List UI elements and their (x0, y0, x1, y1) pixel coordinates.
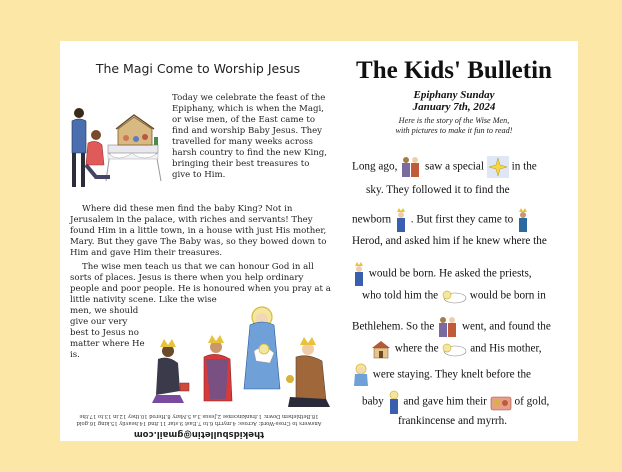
story-text: Long ago, (352, 160, 398, 173)
story-text: and gave him their (403, 395, 487, 408)
story-text: and His mother, (470, 342, 542, 355)
story-intro-line-1: Here is the story of the Wise Men, (398, 116, 510, 125)
where-found-paragraph: Where did these men find the baby King? Not in Jerusalem in the palace, with riches and servants! They found Him in a little town, in a house with just His mother, Mary. But they gave The Baby was, so they bowed down to Him and gave Him their treasures. (70, 204, 327, 258)
family-at-nativity-illustration (66, 91, 178, 201)
intro-paragraph: Today we celebrate the feast of the Epiphany, which is when the Magi, or wise men, of the East came to find and worship Baby Jesus. They travelled for many weeks across harsh country to find the new King, bringing their best treasures to give to Him. (172, 93, 327, 180)
story-line-1 (352, 155, 537, 179)
story-intro (330, 116, 578, 135)
house-icon (370, 339, 392, 359)
story-text: who told him the (362, 289, 439, 302)
herod-icon (516, 207, 530, 233)
story-text: saw a special (424, 160, 484, 173)
story-text: baby (362, 395, 384, 408)
story-text: would be born. He asked the priests, (368, 267, 532, 280)
story-text: went, and found the (461, 320, 551, 333)
story-line-10 (362, 389, 549, 415)
story-line-2: sky. They followed it to find the (366, 184, 510, 196)
bulletin-title: The Kids' Bulletin (356, 57, 552, 84)
story-text: Bethlehem. So the (352, 320, 435, 333)
crossword-answers-upside-down: Answers to Cross-Word: Across: 4.myrrh 6.to 7.East 9.star 11.find 14.heavily 15.king 16.gold 18.Bethlehem Down: 1.frankincense 2.Jesus 3.a 5.Mary 8.Herod 10.they 12.in 13.to 17.the (76, 413, 322, 426)
king-icon (352, 261, 366, 287)
story-line-9 (352, 363, 531, 387)
lesson-paragraph-end: men, we should give our very best to Jesus no matter where He is. (70, 306, 145, 360)
baby-jesus-icon (387, 389, 401, 415)
story-text: where the (394, 342, 439, 355)
wise-men-icon (400, 155, 422, 179)
baby-jesus-icon (441, 340, 467, 358)
story-intro-line-2: with pictures to make it fun to read! (395, 125, 513, 135)
occasion: Epiphany Sunday (413, 89, 495, 101)
baby-jesus-icon (441, 287, 467, 305)
bulletin-sheet (60, 41, 578, 441)
story-line-4: Herod, and asked him if he knew where the (352, 235, 547, 247)
story-text: in the (511, 160, 537, 173)
story-text: . But first they came to (410, 213, 514, 226)
story-line-3 (352, 207, 530, 233)
story-text: were staying. They knelt before the (372, 368, 532, 381)
gifts-icon (490, 393, 512, 411)
story-line-8 (370, 339, 542, 359)
wise-men-icon (437, 315, 459, 339)
left-page-title: The Magi Come to Worship Jesus (95, 61, 301, 76)
king-icon (394, 207, 408, 233)
story-text: of gold, (514, 395, 550, 408)
story-line-7 (352, 315, 551, 339)
story-text: newborn (352, 213, 392, 226)
story-line-11: frankincense and myrrh. (398, 415, 508, 427)
story-text: would be born in (469, 289, 546, 302)
story-line-6 (362, 287, 546, 305)
star-icon (487, 156, 509, 178)
magi-worship-illustration (140, 299, 336, 411)
mary-icon (352, 363, 370, 387)
lesson-paragraph: The wise men teach us that we can honour God in all sorts of places. Jesus is there when you help ordinary people and poor people. He is honoured when you pray at a little nativity scene. Like the wise (70, 262, 331, 305)
date: January 7th, 2024 (412, 101, 496, 113)
contact-email: thekidsbulletin@gmail.com (133, 429, 265, 439)
story-line-5 (352, 261, 532, 287)
